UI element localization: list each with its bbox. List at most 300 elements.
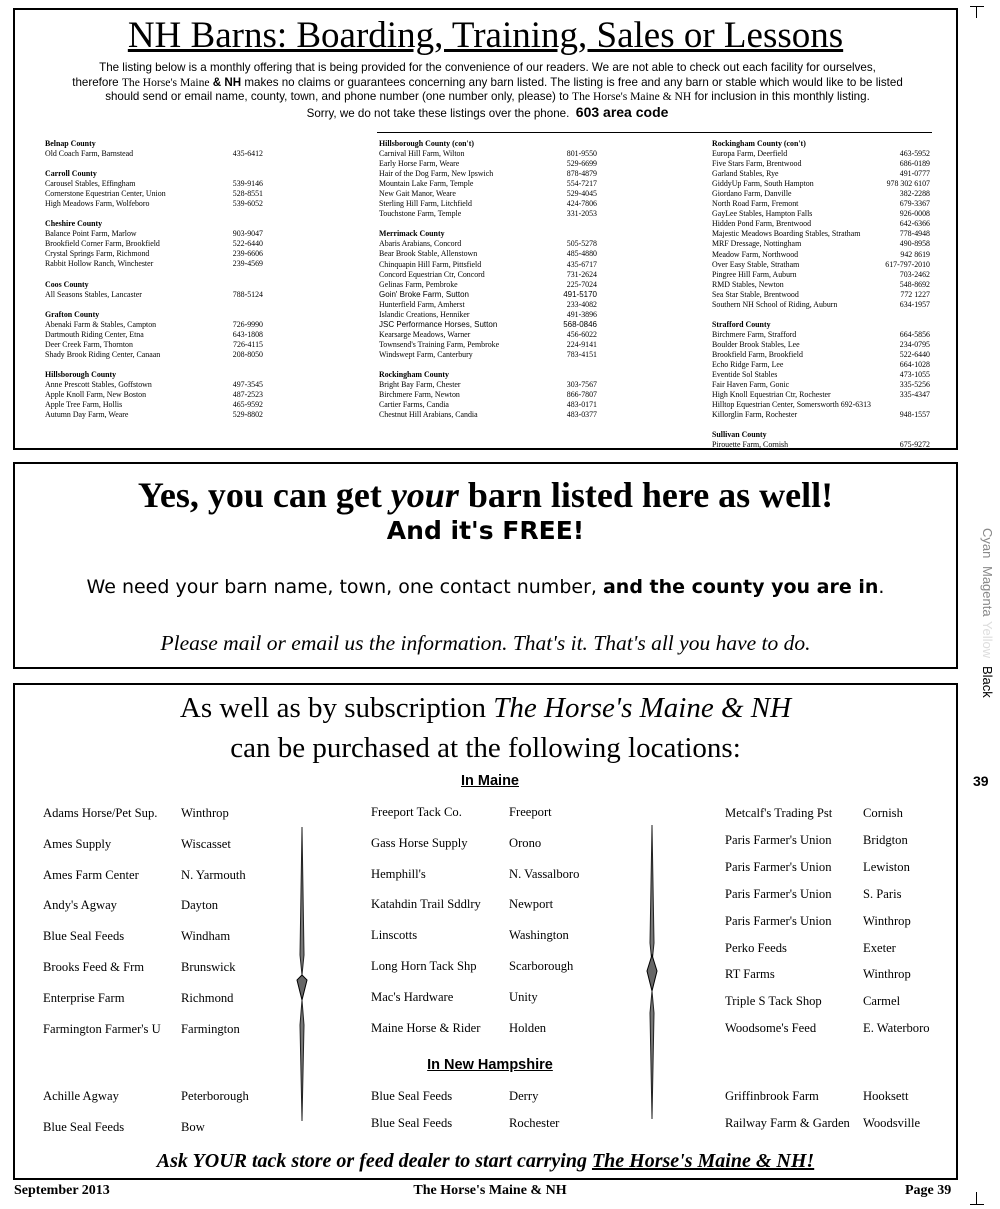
spacer bbox=[45, 209, 263, 219]
barn-phone: 522-6440 bbox=[232, 239, 263, 249]
barn-entry bbox=[712, 270, 930, 280]
barn-name: JSC Performance Horses, Sutton bbox=[379, 319, 498, 329]
barn-entry bbox=[379, 270, 597, 280]
barn-phone: 539-6052 bbox=[232, 199, 263, 209]
barn-phone: 539-9146 bbox=[232, 179, 263, 189]
barn-name: Goin' Broke Farm, Sutton bbox=[379, 289, 470, 299]
store-name: Maine Horse & Rider bbox=[371, 1020, 481, 1035]
barn-phone: 225-7024 bbox=[566, 279, 597, 289]
barn-phone: 463-5952 bbox=[899, 149, 930, 159]
store-name: Katahdin Trail Sddlry bbox=[371, 897, 481, 912]
barn-entry bbox=[45, 340, 263, 350]
barn-name: Brookfield Farm, Brookfield bbox=[712, 349, 803, 359]
barn-entry bbox=[379, 179, 597, 189]
store-name: Adams Horse/Pet Sup. bbox=[43, 806, 158, 820]
spacer bbox=[379, 360, 597, 370]
county-heading: Merrimack County bbox=[379, 229, 445, 239]
barn-entry bbox=[45, 179, 263, 189]
barn-phone: 234-0795 bbox=[899, 339, 930, 349]
barn-name: Birchmere Farm, Newton bbox=[379, 390, 460, 400]
free-listing-promo-box bbox=[13, 462, 958, 669]
barn-phone: 335-4347 bbox=[899, 390, 930, 400]
barn-name: Killorglin Farm, Rochester bbox=[712, 410, 798, 420]
barn-name: GiddyUp Farm, South Hampton bbox=[712, 179, 814, 189]
county-heading: Rockingham County (con't) bbox=[712, 139, 806, 148]
barn-phone: 490-8958 bbox=[899, 239, 930, 249]
barn-name: North Road Farm, Fremont bbox=[712, 199, 799, 209]
spacer bbox=[45, 270, 263, 280]
barn-name: High Meadows Farm, Wolfeboro bbox=[45, 199, 150, 209]
barn-column-3 bbox=[712, 139, 930, 450]
barn-phone: 233-4082 bbox=[566, 299, 597, 309]
barn-entry bbox=[712, 370, 930, 380]
barn-entry bbox=[712, 260, 930, 270]
barn-entry bbox=[712, 350, 930, 360]
barn-phone: 554-7217 bbox=[566, 179, 597, 189]
barn-entry bbox=[45, 290, 263, 300]
store-town: Scarborough bbox=[509, 959, 574, 973]
barn-entry bbox=[379, 290, 597, 300]
barn-name: Garland Stables, Rye bbox=[712, 169, 779, 179]
store-name: Blue Seal Feeds bbox=[371, 1089, 453, 1103]
store-name: Perko Feeds bbox=[725, 940, 787, 955]
barn-listing-intro: The listing below is a monthly offering that is being provided for the convenience of our readers. We are not able to check out each facility for ourselves, therefore The Horse's Maine & NH makes no claims or guarantees concerning any barn listed. The listing is free and any barn or stable which would like to be listed should send or email name, county, town, and phone number (one number only, please) to The Horse's Maine & NH for inclusion in this monthly listing. Sorry, we do not take these listings over the phone. 603 area code bbox=[72, 61, 903, 121]
barn-entry bbox=[45, 239, 263, 249]
barn-name: Echo Ridge Farm, Lee bbox=[712, 359, 784, 369]
barn-name: Rabbit Hollow Ranch, Winchester bbox=[45, 259, 154, 269]
locations-heading: As well as by subscription The Horse's Maine & NH can be purchased at the following locations: bbox=[179, 692, 792, 764]
barn-entry bbox=[379, 159, 597, 169]
store-name: Railway Farm & Garden bbox=[725, 1116, 850, 1130]
county-heading: Carroll County bbox=[45, 169, 97, 179]
store-town: Winthrop bbox=[863, 913, 911, 928]
barn-entry bbox=[379, 149, 597, 159]
barn-phone: 303-7567 bbox=[566, 380, 597, 390]
store-town: Rochester bbox=[509, 1116, 560, 1130]
barn-entry bbox=[712, 390, 930, 400]
barn-name: Pirouette Farm, Cornish bbox=[712, 440, 789, 450]
county-heading: Rockingham County bbox=[379, 369, 449, 379]
barn-entry bbox=[45, 199, 263, 209]
store-town: Unity bbox=[509, 989, 538, 1004]
barn-name: Cornerstone Equestrian Center, Union bbox=[45, 189, 166, 199]
barn-name: Deer Creek Farm, Thornton bbox=[45, 339, 133, 349]
barn-phone: 483-0171 bbox=[566, 400, 597, 410]
barn-name: MRF Dressage, Nottingham bbox=[712, 239, 802, 249]
store-town: Freeport bbox=[509, 805, 552, 819]
store-town: Exeter bbox=[863, 940, 896, 955]
barn-phone: 522-6440 bbox=[899, 349, 930, 359]
barn-entry bbox=[45, 350, 263, 360]
color-bar-yellow: Yellow bbox=[980, 621, 995, 659]
store-town: Wiscasset bbox=[181, 836, 231, 851]
barn-entry bbox=[712, 209, 930, 219]
barn-name: Touchstone Farm, Temple bbox=[379, 209, 462, 219]
barn-entry bbox=[379, 310, 597, 320]
barn-name: Bright Bay Farm, Chester bbox=[379, 380, 461, 390]
barn-entry bbox=[712, 330, 930, 340]
store-name: Enterprise Farm bbox=[43, 990, 125, 1005]
barn-entry bbox=[379, 169, 597, 179]
barn-phone: 664-5856 bbox=[899, 329, 930, 339]
barn-entry bbox=[45, 259, 263, 269]
crop-mark bbox=[976, 6, 977, 18]
barn-name: Old Coach Farm, Barnstead bbox=[45, 149, 134, 159]
barn-column-1 bbox=[45, 139, 263, 420]
barn-phone: 878-4879 bbox=[566, 169, 597, 179]
barn-name: Carousel Stables, Effingham bbox=[45, 179, 136, 189]
barn-phone: 529-8802 bbox=[232, 410, 263, 420]
barn-name: Apple Tree Farm, Hollis bbox=[45, 399, 123, 409]
margin-page-number: 39 bbox=[973, 773, 989, 789]
barn-phone: 801-9550 bbox=[566, 149, 597, 159]
barn-entry bbox=[712, 280, 930, 290]
store-name: Gass Horse Supply bbox=[371, 835, 468, 850]
barn-phone: 456-6022 bbox=[566, 329, 597, 339]
barn-phone: 491-5170 bbox=[563, 289, 597, 299]
barn-entry bbox=[45, 410, 263, 420]
barn-entry bbox=[379, 249, 597, 259]
barn-phone: 568-0846 bbox=[563, 319, 597, 329]
barn-phone: 726-4115 bbox=[233, 339, 263, 349]
store-name: Metcalf's Trading Pst bbox=[725, 806, 833, 820]
barn-entry bbox=[45, 320, 263, 330]
barn-name: Carnival Hill Farm, Wilton bbox=[379, 149, 465, 159]
barn-phone: 548-8692 bbox=[899, 279, 930, 289]
store-town: Newport bbox=[509, 897, 554, 912]
barn-entry bbox=[379, 390, 597, 400]
barn-listing-box bbox=[13, 8, 958, 450]
barn-phone: 491-0777 bbox=[899, 169, 930, 179]
barn-entry bbox=[45, 400, 263, 410]
barn-entry bbox=[45, 330, 263, 340]
store-town: Washington bbox=[509, 928, 569, 943]
ask-retailer-callout: Ask YOUR tack store or feed dealer to start carrying The Horse's Maine & NH! bbox=[156, 1150, 815, 1172]
barn-phone: 783-4151 bbox=[566, 349, 597, 359]
barn-name: Chinquapin Hill Farm, Pittsfield bbox=[379, 259, 482, 269]
barn-phone: 497-3545 bbox=[232, 379, 263, 389]
barn-phone: 926-0008 bbox=[899, 209, 930, 219]
barn-name: Apple Knoll Farm, New Boston bbox=[45, 389, 147, 399]
spacer bbox=[45, 300, 263, 310]
barn-entry bbox=[45, 380, 263, 390]
color-bar-black: Black bbox=[980, 666, 995, 698]
barn-entry bbox=[379, 199, 597, 209]
barn-entry bbox=[712, 410, 930, 420]
store-name: Farmington Farmer's U bbox=[43, 1021, 161, 1036]
barn-phone: 778-4948 bbox=[899, 229, 930, 239]
store-town: Dayton bbox=[181, 898, 219, 913]
barn-name: Islandic Creations, Henniker bbox=[379, 309, 470, 319]
barn-name: Hilltop Equestrian Center, Somersworth 692-6313 bbox=[712, 400, 872, 410]
barn-entry bbox=[712, 219, 930, 229]
store-name: Paris Farmer's Union bbox=[725, 913, 832, 928]
barn-phone: 866-7807 bbox=[566, 390, 597, 400]
crop-mark bbox=[970, 1204, 984, 1205]
barn-name: Crystal Springs Farm, Richmond bbox=[45, 249, 150, 259]
spacer bbox=[379, 219, 597, 229]
barn-phone: 726-9990 bbox=[232, 319, 263, 329]
barn-phone: 424-7806 bbox=[566, 199, 597, 209]
store-town: Hooksett bbox=[863, 1089, 909, 1103]
barn-phone: 491-3896 bbox=[566, 309, 597, 319]
county-heading: Belnap County bbox=[45, 139, 96, 148]
barn-name: Cartier Farms, Candia bbox=[379, 400, 449, 410]
barn-phone: 528-8551 bbox=[232, 189, 263, 199]
barn-name: Chestnut Hill Arabians, Candia bbox=[379, 410, 478, 420]
store-name: Mac's Hardware bbox=[371, 989, 454, 1004]
barn-entry bbox=[712, 400, 930, 410]
barn-phone: 487-2523 bbox=[232, 389, 263, 399]
barn-name: Shady Brook Riding Center, Canaan bbox=[45, 349, 161, 359]
barn-phone: 224-9141 bbox=[566, 339, 597, 349]
barn-name: Abaris Arabians, Concord bbox=[379, 239, 462, 249]
store-town: Orono bbox=[509, 835, 542, 850]
footer-page: Page 39 bbox=[905, 1183, 952, 1198]
barn-entry bbox=[379, 300, 597, 310]
barn-name: Southern NH School of Riding, Auburn bbox=[712, 299, 838, 309]
barn-entry bbox=[712, 149, 930, 159]
store-town: Peterborough bbox=[181, 1089, 249, 1103]
barn-entry bbox=[712, 440, 930, 450]
store-town: Bridgton bbox=[863, 832, 908, 847]
barn-phone: 978 302 6107 bbox=[886, 179, 930, 189]
store-name: Blue Seal Feeds bbox=[371, 1116, 453, 1130]
store-name: Triple S Tack Shop bbox=[725, 994, 822, 1009]
barn-phone: 485-4880 bbox=[566, 249, 597, 259]
barn-phone: 942 8619 bbox=[900, 249, 930, 259]
barn-name: Gelinas Farm, Pembroke bbox=[379, 279, 458, 289]
barn-entry bbox=[712, 239, 930, 249]
barn-entry bbox=[379, 239, 597, 249]
store-town: Cornish bbox=[863, 806, 903, 820]
barn-name: Hair of the Dog Farm, New Ipswich bbox=[379, 169, 494, 179]
store-town: Winthrop bbox=[181, 806, 229, 820]
footer-date: September 2013 bbox=[14, 1183, 110, 1198]
store-town: Lewiston bbox=[863, 859, 910, 874]
barn-phone: 335-5256 bbox=[899, 380, 930, 390]
barn-name: Bear Brook Stable, Allenstown bbox=[379, 249, 478, 259]
store-town: S. Paris bbox=[863, 886, 902, 901]
barn-name: Concord Equestrian Ctr, Concord bbox=[379, 269, 485, 279]
barn-name: High Knoll Equestrian Ctr, Rochester bbox=[712, 390, 831, 400]
new-hampshire-heading: In New Hampshire bbox=[427, 1057, 553, 1073]
barn-phone: 331-2053 bbox=[566, 209, 597, 219]
barn-entry bbox=[379, 189, 597, 199]
barn-phone: 435-6412 bbox=[232, 149, 263, 159]
store-name: Ames Supply bbox=[43, 836, 112, 851]
barn-name: Windswept Farm, Canterbury bbox=[379, 349, 473, 359]
store-name: Griffinbrook Farm bbox=[725, 1089, 819, 1103]
barn-name: Anne Prescott Stables, Goffstown bbox=[45, 379, 152, 389]
barn-phone: 903-9047 bbox=[232, 229, 263, 239]
barn-entry bbox=[712, 290, 930, 300]
barn-name: Europa Farm, Deerfield bbox=[712, 149, 788, 159]
barn-phone: 686-0189 bbox=[899, 159, 930, 169]
store-town: Brunswick bbox=[181, 960, 236, 974]
store-town: Carmel bbox=[863, 994, 901, 1009]
barn-name: RMD Stables, Newton bbox=[712, 279, 784, 289]
promo-instructions: Please mail or email us the information. That's it. That's all you have to do. bbox=[160, 631, 811, 655]
barn-name: Hunterfield Farm, Amherst bbox=[379, 299, 465, 309]
barn-name: Hidden Pond Farm, Brentwood bbox=[712, 219, 812, 229]
store-town: N. Yarmouth bbox=[181, 867, 246, 882]
barn-phone: 473-1055 bbox=[899, 370, 930, 380]
county-heading: Grafton County bbox=[45, 309, 100, 319]
barn-name: Eventide Sol Stables bbox=[712, 370, 778, 380]
barn-entry bbox=[712, 380, 930, 390]
barn-name: Balance Point Farm, Marlow bbox=[45, 229, 137, 239]
barn-entry bbox=[379, 380, 597, 390]
barn-entry bbox=[45, 249, 263, 259]
store-town: E. Waterboro bbox=[863, 1021, 930, 1036]
barn-entry bbox=[45, 229, 263, 239]
store-town: Bow bbox=[181, 1120, 205, 1134]
barn-name: Mountain Lake Farm, Temple bbox=[379, 179, 474, 189]
promo-requirements: We need your barn name, town, one contact number, and the county you are in. bbox=[86, 576, 885, 598]
barn-phone: 239-4569 bbox=[232, 259, 263, 269]
barn-phone: 239-6606 bbox=[232, 249, 263, 259]
barn-name: Fair Haven Farm, Gonic bbox=[712, 380, 790, 390]
store-name: Brooks Feed & Frm bbox=[43, 960, 145, 974]
spacer bbox=[45, 360, 263, 370]
barn-entry bbox=[379, 400, 597, 410]
barn-entry bbox=[379, 280, 597, 290]
barn-phone: 731-2624 bbox=[566, 269, 597, 279]
barn-entry bbox=[45, 189, 263, 199]
store-name: Blue Seal Feeds bbox=[43, 929, 125, 944]
barn-entry bbox=[379, 260, 597, 270]
barn-phone: 435-6717 bbox=[566, 259, 597, 269]
barn-phone: 675-9272 bbox=[899, 440, 930, 450]
spacer bbox=[712, 420, 930, 430]
barn-name: Over Easy Stable, Stratham bbox=[712, 259, 800, 269]
barn-name: New Gait Manor, Weare bbox=[379, 189, 456, 199]
barn-phone: 642-6366 bbox=[899, 219, 930, 229]
store-town: N. Vassalboro bbox=[509, 866, 580, 881]
barn-name: Pingree Hill Farm, Auburn bbox=[712, 269, 797, 279]
store-name: Andy's Agway bbox=[43, 898, 117, 913]
barn-entry bbox=[712, 340, 930, 350]
barn-entry bbox=[379, 209, 597, 219]
barn-phone: 634-1957 bbox=[899, 299, 930, 309]
county-heading: Cheshire County bbox=[45, 219, 103, 229]
county-heading: Hillsborough County (con't) bbox=[379, 139, 474, 148]
barn-entry bbox=[379, 340, 597, 350]
barn-entry bbox=[379, 330, 597, 340]
store-name: Long Horn Tack Shp bbox=[371, 959, 477, 973]
county-heading: Coos County bbox=[45, 279, 89, 289]
barn-entry bbox=[712, 199, 930, 209]
footer-publication: The Horse's Maine & NH bbox=[413, 1183, 567, 1198]
barn-name: Kearsarge Meadows, Warner bbox=[379, 329, 471, 339]
barn-phone: 703-2462 bbox=[899, 269, 930, 279]
store-town: Richmond bbox=[181, 990, 234, 1005]
crop-mark bbox=[976, 1192, 977, 1204]
barn-phone: 679-3367 bbox=[899, 199, 930, 209]
barn-entry bbox=[712, 229, 930, 239]
barn-name: Dartmouth Riding Center, Etna bbox=[45, 329, 144, 339]
column-divider-ornament bbox=[291, 825, 313, 1125]
barn-entry bbox=[45, 149, 263, 159]
barn-listing-title: NH Barns: Boarding, Training, Sales or Lessons bbox=[127, 15, 844, 56]
county-heading: Hillsborough County bbox=[45, 369, 117, 379]
store-name: RT Farms bbox=[725, 967, 775, 982]
barn-phone: 465-9592 bbox=[232, 399, 263, 409]
county-heading: Strafford County bbox=[712, 319, 771, 329]
spacer bbox=[45, 159, 263, 169]
barn-phone: 382-2288 bbox=[899, 189, 930, 199]
barn-phone: 505-5278 bbox=[566, 239, 597, 249]
barn-name: Birchmere Farm, Strafford bbox=[712, 329, 797, 339]
divider-line bbox=[377, 132, 932, 133]
barn-entry bbox=[712, 250, 930, 260]
barn-entry bbox=[45, 390, 263, 400]
promo-headline: Yes, you can get your barn listed here as well! bbox=[137, 475, 834, 515]
crop-mark bbox=[970, 6, 984, 7]
barn-name: Boulder Brook Stables, Lee bbox=[712, 339, 800, 349]
barn-phone: 483-0377 bbox=[566, 410, 597, 420]
barn-entry bbox=[712, 189, 930, 199]
barn-entry bbox=[712, 169, 930, 179]
barn-entry bbox=[712, 179, 930, 189]
barn-name: Sterling Hill Farm, Litchfield bbox=[379, 199, 472, 209]
barn-column-2 bbox=[379, 139, 597, 420]
store-name: Blue Seal Feeds bbox=[43, 1120, 125, 1134]
store-town: Holden bbox=[509, 1020, 547, 1035]
store-name: Freeport Tack Co. bbox=[371, 805, 462, 819]
barn-name: Sea Star Stable, Brentwood bbox=[712, 289, 799, 299]
store-town: Windham bbox=[181, 929, 231, 944]
store-town: Farmington bbox=[181, 1021, 240, 1036]
store-name: Achille Agway bbox=[43, 1089, 119, 1103]
barn-entry bbox=[379, 350, 597, 360]
barn-phone: 664-1028 bbox=[899, 359, 930, 369]
barn-phone: 529-4045 bbox=[566, 189, 597, 199]
barn-phone: 617-797-2010 bbox=[885, 259, 930, 269]
barn-name: Five Stars Farm, Brentwood bbox=[712, 159, 802, 169]
barn-name: Townsend's Training Farm, Pembroke bbox=[379, 339, 500, 349]
barn-name: Giordano Farm, Danville bbox=[712, 189, 792, 199]
store-name: Ames Farm Center bbox=[43, 867, 139, 882]
barn-phone: 772 1227 bbox=[900, 289, 930, 299]
barn-phone: 529-6699 bbox=[566, 159, 597, 169]
barn-name: GayLee Stables, Hampton Falls bbox=[712, 209, 813, 219]
barn-name: All Seasons Stables, Lancaster bbox=[45, 289, 142, 299]
store-name: Woodsome's Feed bbox=[725, 1021, 817, 1036]
maine-heading: In Maine bbox=[460, 773, 519, 789]
barn-phone: 788-5124 bbox=[232, 289, 263, 299]
store-town: Derry bbox=[509, 1089, 539, 1103]
color-bar-cyan: Cyan bbox=[980, 528, 995, 559]
county-heading: Sullivan County bbox=[712, 430, 767, 440]
barn-entry bbox=[379, 320, 597, 330]
barn-entry bbox=[712, 300, 930, 310]
store-town: Woodsville bbox=[863, 1116, 921, 1130]
barn-entry bbox=[712, 159, 930, 169]
barn-entry bbox=[712, 360, 930, 370]
store-town: Winthrop bbox=[863, 967, 911, 982]
barn-name: Majestic Meadows Boarding Stables, Stratham bbox=[712, 229, 861, 239]
spacer bbox=[712, 310, 930, 320]
store-name: Paris Farmer's Union bbox=[725, 859, 832, 874]
store-name: Paris Farmer's Union bbox=[725, 832, 832, 847]
promo-free: And it's FREE! bbox=[386, 516, 585, 545]
barn-name: Abenaki Farm & Stables, Campton bbox=[45, 319, 157, 329]
barn-name: Brookfield Corner Farm, Brookfield bbox=[45, 239, 160, 249]
barn-entry bbox=[379, 410, 597, 420]
barn-phone: 643-1808 bbox=[232, 329, 263, 339]
